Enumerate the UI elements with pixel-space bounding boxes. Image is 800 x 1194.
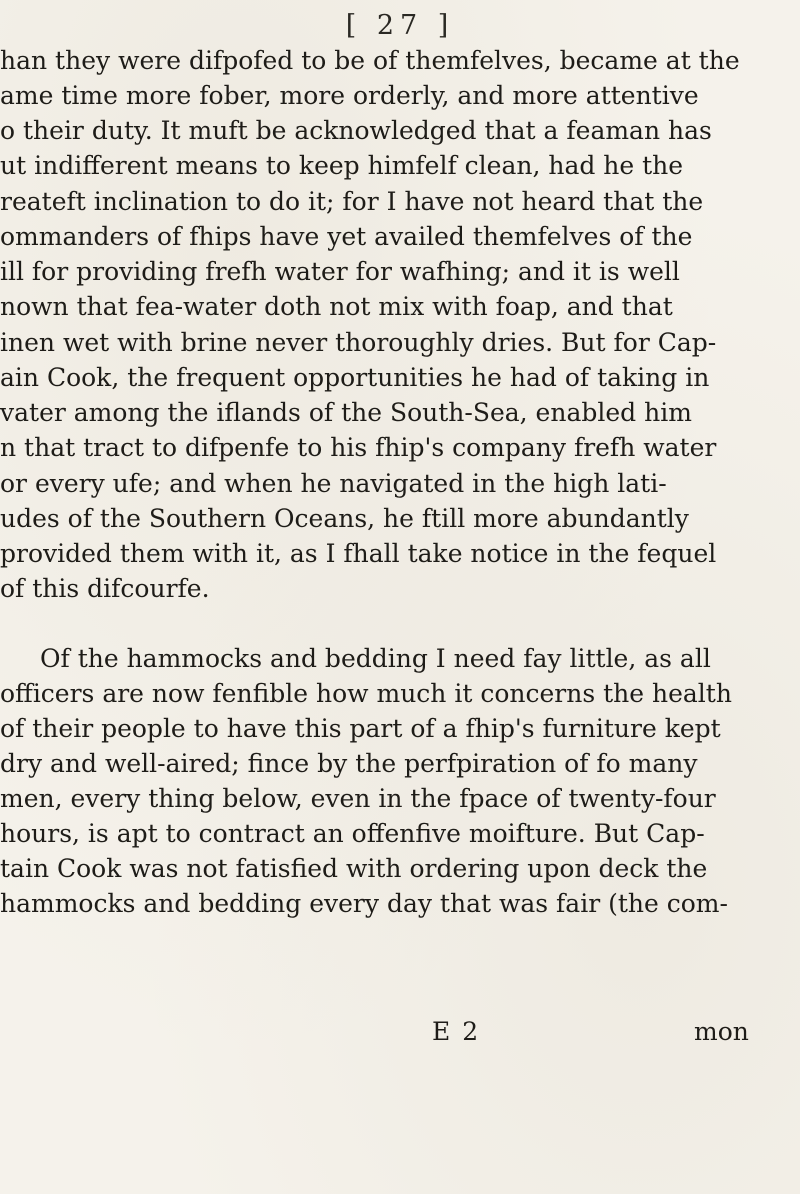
text-line: han they were difpofed to be of themfelves, became at the — [0, 46, 740, 75]
text-line: men, every thing below, even in the fpace of twenty-four — [0, 784, 716, 813]
text-line: n that tract to difpenfe to his fhip's company frefh water — [0, 433, 717, 462]
page-number: [ 27 ] — [345, 10, 455, 41]
text-line: reateft inclination to do it; for I have not heard that the — [0, 187, 704, 216]
text-line: or every ufe; and when he navigated in the high lati- — [0, 469, 667, 498]
text-line: inen wet with brine never thoroughly dries. But for Cap- — [0, 328, 717, 357]
text-line: of this difcourfe. — [0, 574, 210, 603]
text-line: ut indifferent means to keep himfelf clean, had he the — [0, 151, 684, 180]
text-line: of their people to have this part of a fhip's furniture kept — [0, 714, 721, 743]
text-line: ain Cook, the frequent opportunities he had of taking in — [0, 363, 710, 392]
text-line: hammocks and bedding every day that was fair (the com- — [0, 889, 728, 918]
signature-mark: E 2 — [432, 1017, 481, 1046]
text-line: officers are now fenfible how much it concerns the health — [0, 679, 732, 708]
text-line: ommanders of fhips have yet availed themfelves of the — [0, 222, 693, 251]
text-line: ame time more fober, more orderly, and more attentive — [0, 81, 699, 110]
text-line: nown that fea-water doth not mix with foap, and that — [0, 292, 673, 321]
text-line: Of the hammocks and bedding I need fay little, as all — [40, 644, 711, 673]
text-line: vater among the iflands of the South-Sea, enabled him — [0, 398, 692, 427]
text-line: ill for providing frefh water for wafhing; and it is well — [0, 257, 680, 286]
text-line: hours, is apt to contract an offenfive moifture. But Cap- — [0, 819, 705, 848]
text-line: dry and well-aired; fince by the perfpiration of fo many — [0, 749, 698, 778]
text-line: o their duty. It muft be acknowledged that a feaman has — [0, 116, 712, 145]
text-line: provided them with it, as I fhall take notice in the fequel — [0, 539, 717, 568]
catchword: mon — [694, 1017, 749, 1046]
text-line: tain Cook was not fatisfied with ordering upon deck the — [0, 854, 708, 883]
text-line: udes of the Southern Oceans, he ftill more abundantly — [0, 504, 689, 533]
